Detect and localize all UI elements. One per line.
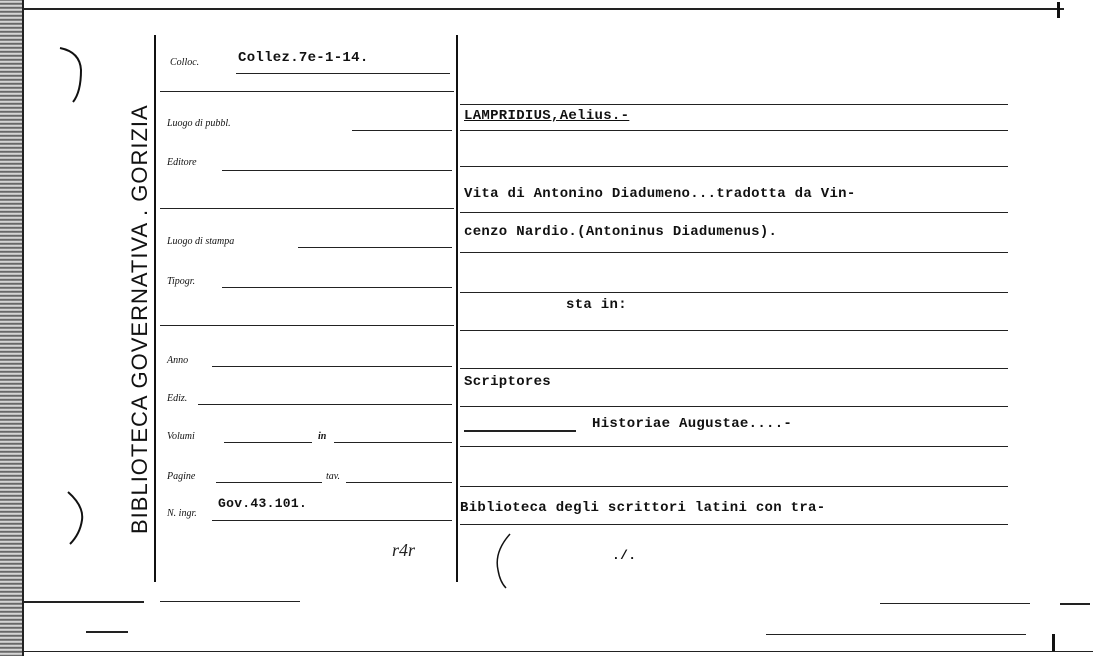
n-ingr-value: Gov.43.101. [218,496,308,511]
luogo-stampa-rule [298,247,452,248]
luogo-pubbl-rule [352,130,452,131]
bottom-stroke-2 [160,601,300,602]
punch-hole-arc-top [55,40,95,110]
corner-mark-bottom-right [1052,634,1055,652]
punch-hole-arc-right [488,530,518,590]
title-line-1: Vita di Antonino Diadumeno...tradotta da Vin- [464,186,856,202]
library-side-title: BIBLIOTECA GOVERNATIVA . GORIZIA [127,104,152,534]
pagine-rule [216,482,322,483]
right-rule-8 [460,406,1008,407]
sta-in-label: sta in: [566,297,627,313]
series-indent-rule [464,430,576,432]
editore-label: Editore [167,157,197,168]
left-column-rule [154,35,156,582]
pagine-label: Pagine [167,471,196,482]
n-ingr-label: N. ingr. [167,508,197,519]
bottom-stroke-1 [24,601,144,603]
luogo-stampa-label: Luogo di stampa [167,236,235,247]
collection-line: Biblioteca degli scrittori latini con tra- [460,500,826,516]
author-heading: LAMPRIDIUS,Aelius.- [464,108,630,124]
editore-rule [222,170,452,171]
bottom-stroke-5 [86,631,128,633]
ediz-label: Ediz. [167,393,188,404]
card-binding-edge [0,0,22,656]
middle-column-rule [456,35,458,582]
right-rule-7 [460,368,1008,369]
bottom-stroke-4 [1060,603,1090,605]
tipogr-rule [222,287,452,288]
tav-rule [346,482,452,483]
punch-hole-arc-bottom [60,488,100,548]
left-divider-2 [160,208,454,209]
card-top-border [24,8,1064,10]
tav-label: tav. [326,471,340,482]
card-binding-line [22,0,24,656]
right-rule-9 [460,446,1008,447]
continuation-mark: ./. [612,548,637,563]
bottom-stroke-3 [880,603,1030,604]
series-line-1: Scriptores [464,374,552,390]
right-rule-10 [460,486,1008,487]
series-line-2: Historiae Augustae....- [592,416,793,432]
right-rule-6 [460,330,1008,331]
left-divider-3 [160,325,454,326]
right-rule-1 [460,130,1008,131]
handwritten-mark: r4r [392,540,416,560]
volumi-label: Volumi [167,431,195,442]
right-rule-4 [460,252,1008,253]
anno-label: Anno [167,355,189,366]
collocazione-label: Colloc. [170,57,200,68]
right-rule-5 [460,292,1008,293]
tipogr-label: Tipogr. [167,276,196,287]
right-rule-2 [460,166,1008,167]
right-rule-11 [460,524,1008,525]
right-rule-3 [460,212,1008,213]
anno-rule [212,366,452,367]
volumi-in-rule [334,442,452,443]
title-line-2: cenzo Nardio.(Antoninus Diadumenus). [464,224,778,240]
corner-mark-top-right [1057,2,1060,18]
collocazione-rule [236,73,450,74]
volumi-in-label: in [318,431,327,442]
bottom-stroke-6 [766,634,1026,635]
left-divider-1 [160,91,454,92]
right-rule-0 [460,104,1008,105]
luogo-pubbl-label: Luogo di pubbl. [167,118,231,129]
volumi-rule [224,442,312,443]
ediz-rule [198,404,452,405]
card-bottom-border [24,651,1093,652]
n-ingr-rule [212,520,452,521]
collocazione-value: Collez.7e-1-14. [238,50,369,66]
